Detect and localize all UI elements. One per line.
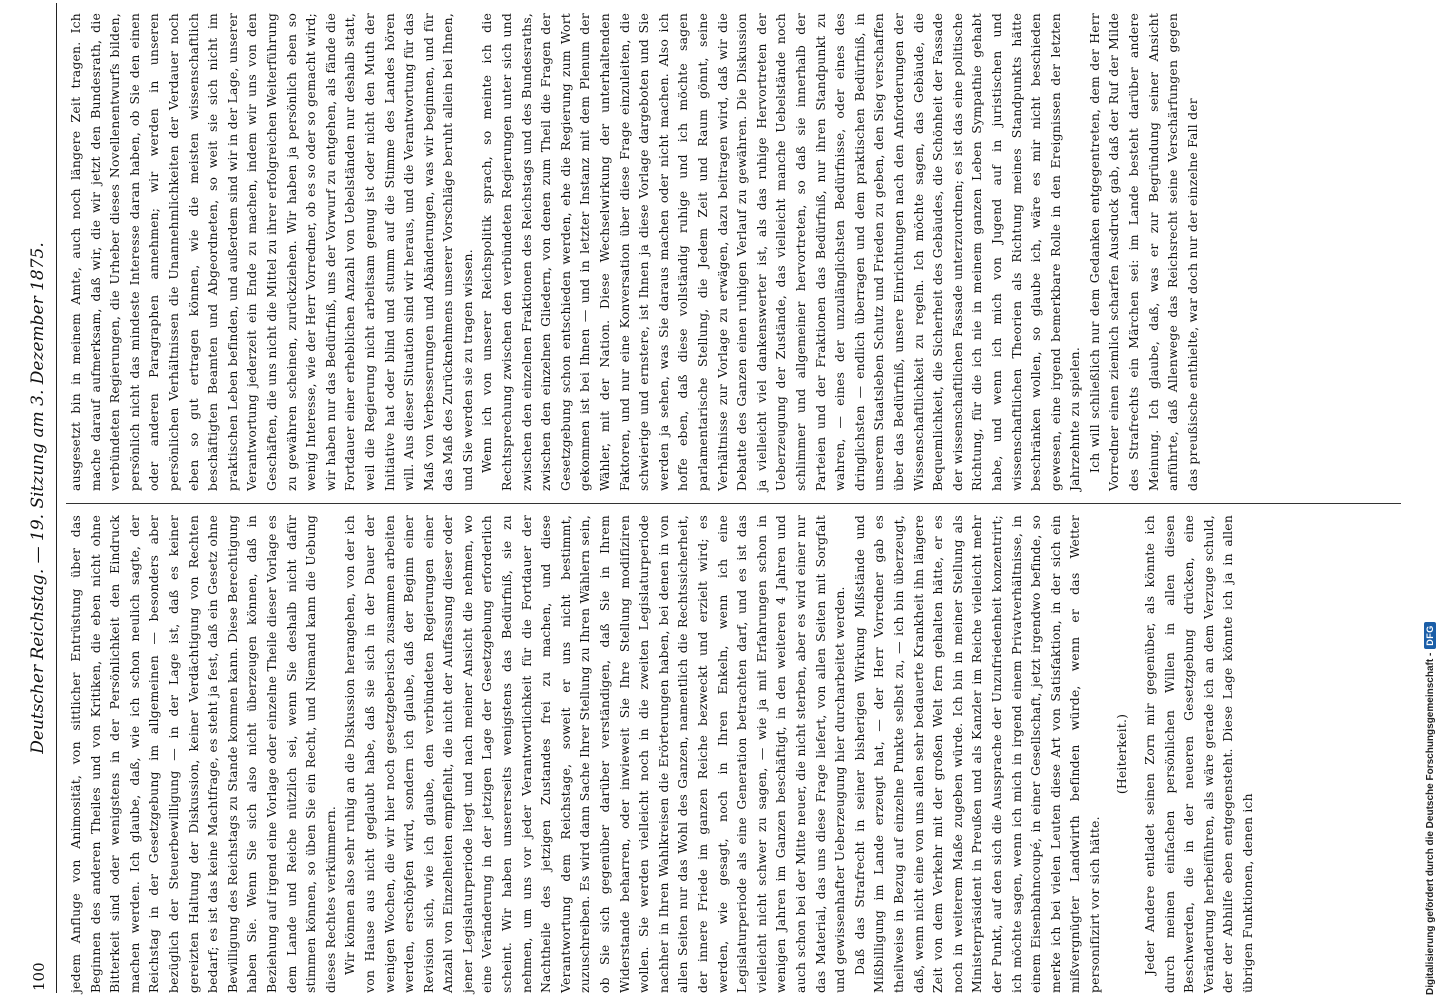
digitization-credit xyxy=(1424,622,1436,995)
paragraph: ausgesetzt bin in meinem Amte, auch noch längere Zeit tragen. Ich mache darauf aufmerksam, daß wir, die wir jetzt den Bundesrath, die verbündeten Regierungen, die Urheber dieses Novellenentwurfs bilden, persönlich nicht das mindeste Interesse daran haben, ob Sie den einen oder anderen Paragraphen annehmen; wir werden in unseren persönlichen Verhältnissen die Unannehmlichkeiten der Verdauer noch eben so gut ertragen können, wie die meisten wissenschaftlich beschäftigten Beamten und Abgeordneten, so weit sie sich nicht im praktischen Leben befinden, und außerdem sind wir in der Lage, unserer Verantwortung jederzeit ein Ende zu machen, indem wir uns von den Geschäften, die uns nicht die Mittel zu ihrer erfolgreichen Weiterführung zu gewähren scheinen, zurückziehen. Wir haben ja persönlich eben so wenig Interesse, wie der Herr Vorredner, ob es so oder so gemacht wird; wir haben nur das Bedürfniß, uns der Vorwurf zu entgehen, als fände die Fortdauer einer erheblichen Anzahl von Uebelständen nur deshalb statt, weil die Regierung nicht arbeitsam genug ist oder nicht den Muth der Initiative hat oder blind und stumm auf die Stimme des Landes hören will. Aus dieser Situation sind wir heraus, und die Verantwortung für das Maß von Verbesserungen und Abänderungen, was wir beginnen, und für das Maß des Zurücknehmens unserer Vorschläge beruht allein bei Ihnen, und Sie werden sie zu tragen wissen. xyxy=(68,13,475,491)
paragraph: Jeder Andere entladet seinen Zorn mir gegenüber, als könnte ich durch meinen einfachen persönlichen Willen in allen diesen Beschwerden, die in der neueren Gesetzgebung drücken, eine Veränderung herbeiführen, als wäre gerade ich an dem Verzuge schuld, der der Abhilfe eben entgegensteht. Diese Lage könnte ich ja in allen übrigen Funktionen, denen ich xyxy=(1142,515,1256,993)
page-number: 100 xyxy=(30,962,48,991)
left-column xyxy=(66,515,1401,993)
paragraph: Ich will schließlich nur dem Gedanken entgegentreten, dem der Herr Vorredner einen ziemlich scharfen Ausdruck gab, daß der Ruf der Milde des Strafrechts ein Märchen sei: im Lande besteht darüber andere Meinung. Ich glaube, daß, was er zur Begründung seiner Ansicht anführte, daß Allenwege das Reichsrecht seine Verschärfungen gegen das preußische enthielte, war doch nur der einzelne Fall der xyxy=(1086,13,1200,491)
right-column xyxy=(66,13,1401,491)
dfg-logo-icon: DFG xyxy=(1424,622,1436,649)
paragraph: Wenn ich von unserer Reichspolitik sprach, so meinte ich die Rechtsprechung zwischen den verbündeten Regierungen unter sich und zwischen den einzelnen Fraktionen des Reichstags und des Bundesraths, zwischen den einzelnen Gliedern, von denen zum Theil die Fragen der Gesetzgebung schon entschieden werden, ehe die Regierung zum Wort gekommen ist bei Ihnen — und in letzter Instanz mit dem Plenum der Wähler, mit der Nation. Diese Wechselwirkung der unterhaltenden Faktoren, und nur eine Konversation über diese Frage einzuleiten, die schwierige und ernstere, ist Ihnen ja diese Vorlage dargeboten und Sie werden ja sehen, was Sie daraus machen oder nicht machen. Also ich hoffe eben, daß diese vollständig ruhige und ich möchte sagen parlamentarische Stellung, die Jedem Zeit und Raum gönnt, seine Verhältnisse zur Vorlage zu erwägen, dazu beitragen wird, daß wir die Debatte des Ganzen einen ruhigen Verlauf zu gewähren. Die Diskussion ja vielleicht viel dankenswerter ist, als das ruhige Hervortreten der Ueberzeugung der Zustände, das vielleicht manche Uebelstände noch schlimmer und allgemeiner hervortreten, so daß sie innerhalb der Parteien und der Fraktionen das Bedürfniß, nur ihren Standpunkt zu wahren, — eines der unzulänglichsten Bedürfnisse, oder eines des dringlichsten — endlich überragen und dem praktischen Bedürfniß, in unserem Staatsleben Schutz und Frieden zu geben, den Sieg verschaffen über das Bedürfniß, unsere Einrichtungen nach den Anforderungen der Wissenschaftlichkeit zu regeln. Ich möchte sagen, das Gebäude, die Bequemlichkeit, die Sicherheit des Gebäudes, die Schönheit der Fassade der wissenschaftlichen Fassade unterzuordnen; es ist das eine politische Richtung, für die ich nie in meinem ganzen Leben Sympathie gehabt habe, und wenn ich mich von Jugend auf in juristischen und wissenschaftlichen Theorien als Richtung meines Standpunkts hätte beschränken wollen, so glaube ich, wäre es mir nicht beschieden gewesen, eine irgend bemerkbare Rolle in den Ereignissen der letzten Jahrzehnte zu spielen. xyxy=(479,13,1083,491)
laughter-note: (Heiterkeit.) xyxy=(1114,713,1130,795)
column-divider xyxy=(66,503,1401,504)
rotated-newspaper-page xyxy=(22,3,1407,993)
running-title: Deutscher Reichstag. — 19. Sitzung am 3. Dezember 1875. xyxy=(28,242,48,754)
paragraph: Daß das Strafrecht in seiner bisherigen Wirkung Mißstände und Mißbilligung im Lande erzeugt hat, — der Herr Vorredner gab es theilweise in Bezug auf einzelne Punkte selbst zu, — ich bin überzeugt, daß, wenn nicht eine von uns allen sehr bedauerte Krankheit ihn längere Zeit von dem Verkehr mit der großen Welt fern gehalten hätte, er es noch in weiterem Maße zugeben würde. Ich bin in meiner Stellung als Ministerpräsident in Preußen und als Kanzler im Reiche vielleicht mehr der Punkt, auf den sich die Aussprache der Unzufriedenheit konzentrirt; ich möchte sagen, wenn ich mich in irgend einem Privatverhältnisse, in einem Eisenbahncoupé, in einer Gesellschaft, jetzt irgendwo befinde, so merke ich bei vielen Leuten diese Art von Satisfaktion, in der sich ein mißvergnügter Landwirth befinden würde, wenn er das Wetter personifizirt vor sich hätte. xyxy=(851,515,1102,993)
text-columns xyxy=(66,3,1401,993)
paragraph: jedem Anfluge von Animosität, von sittlicher Entrüstung über das Beginnen des anderen Theiles und von Kritiken, die eben nicht ohne Bitterkeit sind oder wenigstens in der Persönlichkeit den Eindruck machen werden. Ich glaube, daß, wie ich schon neulich sagte, der Reichstag in der Gesetzgebung im allgemeinen — besonders aber bezüglich der Steuerbewilligung — in der Lage ist, daß es keiner gereizten Haltung der Diskussion, keiner Verdächtigung von Rechten bedarf; es ist das keine Machtfrage, es steht ja fest, daß ein Gesetz ohne Bewilligung des Reichstags zu Stande kommen kann. Diese Berechtigung haben Sie. Wenn Sie sich also nicht überzeugen können, daß in Beziehung auf irgend eine Vorlage oder einzelne Theile dieser Vorlage es dem Lande und Reiche nützlich sei, wenn Sie deshalb nicht dafür stimmen können, so üben Sie ein Recht, und Niemand kann die Uebung dieses Rechtes verkümmern. xyxy=(68,515,338,993)
credit-text: Digitalisierung gefördert durch die Deutsche Forschungsgemeinschaft - xyxy=(1424,652,1436,995)
paragraph: Wir können also sehr ruhig an die Diskussion herangehen, von der ich von Hause aus nicht geglaubt habe, daß sie sich in der Dauer der wenigen Wochen, die wir hier noch gesetzgeberisch zusammen arbeiten werden, erschöpfen wird, sondern ich glaube, daß der Beginn einer Revision sich, wie ich glaube, den verbündeten Regierungen einer Anzahl von Einzelheiten empfiehlt, die nicht der Auffassung dieser oder jener Legislaturperiode liegt und nach meiner Ansicht die nehmen, wo eine Veränderung in der jetzigen Lage der Gesetzgebung erforderlich scheint. Wir haben unsererseits wenigstens das Bedürfniß, sie zu nehmen, um uns vor jeder Verantwortlichkeit für die Fortdauer der Nachtheile des jetzigen Zustandes frei zu machen, und diese Verantwortung dem Reichstage, soweit er uns nicht bestimmt, zuzuschreiben. Es wird dann Sache Ihrer Stellung zu Ihren Wählern sein, ob Sie sich gegenüber darüber verständigen, daß Sie in Ihrem Widerstande beharren, oder inwieweit Sie Ihre Stellung modifiziren wollen. Sie werden vielleicht noch in die zweiten Legislaturperiode nachher in Ihren Wahlkreisen die Erörterungen haben, bei denen in von allen Seiten nur das Wohl des Ganzen, namentlich die Rechtssicherheit, der innere Friede im ganzen Reiche bezweckt und erzielt wird; es werden, wie gesagt, noch in Ihren Enkeln, wenn ich eine Legislaturperiode als eine Generation betrachten darf, und es ist das vielleicht nicht schwer zu sagen, — wie ja mit Erfahrungen schon in wenigen Jahren im Ganzen beschäftigt, in den weiteren 4 Jahren und auch schon bei der Mitte neuer, die nicht sterben, aber es wird einer nur das Material, das uns diese Frage liefert, von allen Seiten mit Sorgfalt und gewissenhafter Ueberzeugung hier durcharbeitet werden. xyxy=(342,515,848,993)
page-header xyxy=(22,3,57,993)
